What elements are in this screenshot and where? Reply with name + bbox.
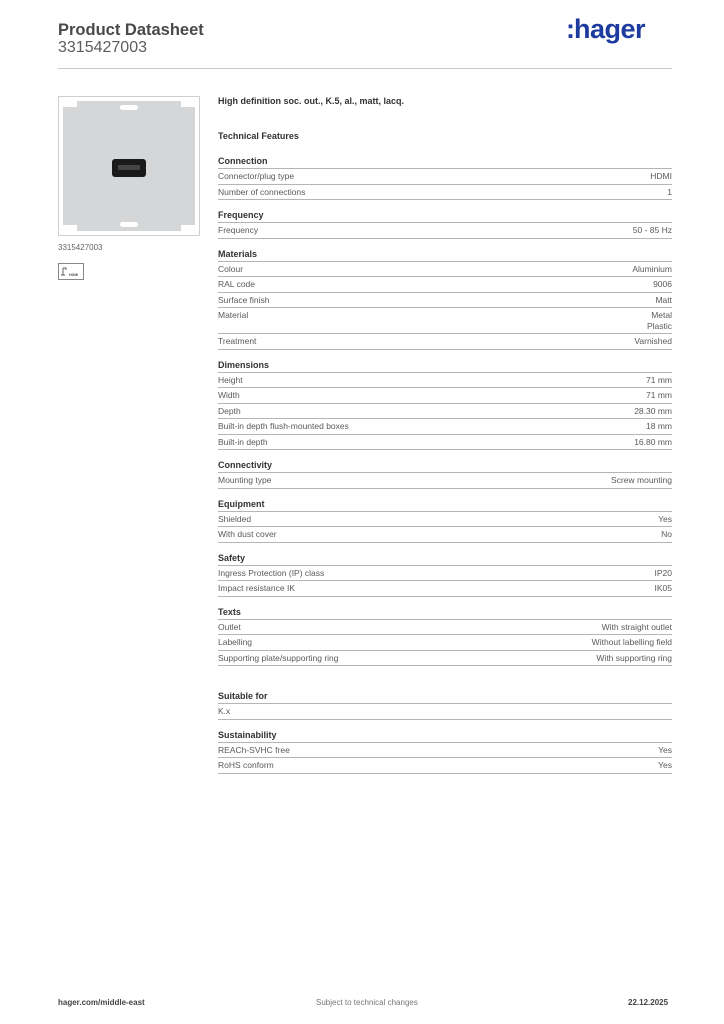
product-image bbox=[58, 96, 200, 236]
spec-row bbox=[218, 419, 672, 435]
spec-row bbox=[218, 373, 672, 389]
spec-value-line: 16.80 mm bbox=[634, 436, 672, 447]
spec-value-line: 28.30 mm bbox=[634, 405, 672, 416]
spec-value bbox=[596, 653, 672, 664]
spec-row bbox=[218, 758, 672, 774]
spec-row bbox=[218, 527, 672, 543]
spec-value bbox=[634, 336, 672, 347]
spec-value-line: IK05 bbox=[654, 583, 672, 593]
spec-section bbox=[218, 155, 672, 200]
spec-row bbox=[218, 620, 672, 636]
spec-value-line: Aluminium bbox=[632, 263, 672, 274]
spec-label: Material bbox=[218, 310, 249, 320]
spec-value bbox=[611, 475, 672, 486]
spec-row bbox=[218, 512, 672, 528]
section-title: Frequency bbox=[218, 209, 672, 223]
spec-row bbox=[218, 473, 672, 489]
spec-label: Mounting type bbox=[218, 475, 272, 485]
spec-value bbox=[647, 310, 672, 331]
spec-value-line: With supporting ring bbox=[596, 652, 672, 663]
spec-value-line: HDMI bbox=[650, 171, 672, 181]
spec-value bbox=[634, 437, 672, 448]
spec-label: Outlet bbox=[218, 621, 241, 632]
spec-row bbox=[218, 581, 672, 597]
hdmi-symbol-icon bbox=[58, 263, 84, 280]
spec-value-line: 9006 bbox=[653, 279, 672, 289]
section-title: Suitable for bbox=[218, 690, 672, 704]
spec-value bbox=[632, 264, 672, 275]
spec-value-line: 1 bbox=[667, 186, 672, 197]
spec-value bbox=[592, 637, 672, 648]
spec-value-line: No bbox=[661, 529, 672, 539]
spec-label: K.x bbox=[218, 706, 231, 716]
spec-label: Depth bbox=[218, 405, 241, 416]
spec-value-line: 50 - 85 Hz bbox=[632, 225, 672, 235]
spec-value bbox=[655, 295, 672, 306]
spec-section bbox=[218, 248, 672, 350]
spec-value-line: Yes bbox=[658, 513, 672, 524]
product-description: High definition soc. out., K.5, al., matt, lacq. bbox=[218, 96, 405, 106]
spec-value-line: Varnished bbox=[634, 336, 672, 346]
spec-section bbox=[218, 690, 672, 720]
footer-date: 22.12.2025 bbox=[628, 998, 669, 1007]
spec-value bbox=[658, 760, 672, 771]
footer-note: Subject to technical changes bbox=[316, 998, 418, 1007]
spec-value bbox=[646, 421, 672, 432]
spec-label: Number of connections bbox=[218, 186, 306, 197]
spec-value-line: Matt bbox=[655, 294, 672, 305]
spec-value-line: Plastic bbox=[646, 320, 672, 331]
spec-row bbox=[218, 435, 672, 451]
spec-section bbox=[218, 209, 672, 239]
spec-value-line: With straight outlet bbox=[601, 621, 672, 632]
spec-label: Colour bbox=[218, 263, 244, 274]
brand-logo-text: hager bbox=[574, 14, 646, 44]
spec-row bbox=[218, 277, 672, 293]
spec-value bbox=[655, 568, 673, 579]
spec-row bbox=[218, 651, 672, 667]
spec-row bbox=[218, 743, 672, 759]
spec-label: RAL code bbox=[218, 279, 256, 289]
spec-value-line: 71 mm bbox=[646, 374, 672, 385]
spec-row bbox=[218, 635, 672, 651]
section-title: Dimensions bbox=[218, 359, 672, 373]
spec-label: Shielded bbox=[218, 513, 252, 524]
spec-label: Width bbox=[218, 390, 240, 400]
spec-label: Treatment bbox=[218, 336, 257, 346]
spec-value bbox=[650, 171, 672, 182]
spec-value bbox=[634, 406, 672, 417]
spec-label: Height bbox=[218, 374, 243, 385]
spec-row bbox=[218, 404, 672, 420]
spec-value-line: 71 mm bbox=[646, 390, 672, 400]
spec-value bbox=[658, 514, 672, 525]
spec-value-line: Screw mounting bbox=[611, 475, 672, 485]
spec-value-line: 18 mm bbox=[646, 421, 672, 431]
spec-label: REACh-SVHC free bbox=[218, 744, 290, 755]
spec-label: Built-in depth flush-mounted boxes bbox=[218, 421, 349, 431]
section-title: Sustainability bbox=[218, 729, 672, 743]
spec-label: RoHS conform bbox=[218, 760, 274, 770]
footer-website: hager.com/middle-east bbox=[58, 998, 145, 1007]
image-caption: 3315427003 bbox=[58, 243, 103, 252]
spec-value bbox=[661, 529, 672, 540]
spec-value bbox=[602, 622, 672, 633]
section-title: Texts bbox=[218, 606, 672, 620]
spec-value-line: Yes bbox=[658, 744, 672, 755]
spec-value-line: Metal bbox=[651, 310, 672, 320]
spec-label: Surface finish bbox=[218, 294, 270, 305]
spec-label: With dust cover bbox=[218, 529, 277, 539]
spec-row bbox=[218, 704, 672, 720]
spec-row bbox=[218, 223, 672, 239]
technical-features-heading: Technical Features bbox=[218, 131, 299, 141]
spec-value-line: Yes bbox=[658, 760, 672, 770]
spec-value-line: IP20 bbox=[654, 567, 672, 578]
spec-row bbox=[218, 308, 672, 334]
page-title: Product Datasheet bbox=[58, 21, 204, 39]
spec-label: Supporting plate/supporting ring bbox=[218, 652, 339, 663]
spec-table bbox=[218, 155, 672, 783]
spec-label: Labelling bbox=[218, 637, 253, 647]
spec-row bbox=[218, 388, 672, 404]
spec-value bbox=[633, 225, 672, 236]
spec-label: Built-in depth bbox=[218, 436, 268, 447]
spec-label: Ingress Protection (IP) class bbox=[218, 567, 325, 578]
section-title: Connection bbox=[218, 155, 672, 169]
spec-section bbox=[218, 359, 672, 451]
brand-logo: :hager bbox=[566, 14, 646, 44]
spec-row bbox=[218, 262, 672, 278]
product-number: 3315427003 bbox=[58, 39, 147, 56]
socket-plate bbox=[63, 101, 195, 231]
section-title: Materials bbox=[218, 248, 672, 262]
spec-label: Frequency bbox=[218, 225, 259, 235]
spec-value bbox=[646, 375, 672, 386]
spec-value-line: Without labelling field bbox=[591, 637, 672, 647]
hdmi-symbol-label: HDMI bbox=[69, 273, 79, 277]
spec-row bbox=[218, 169, 672, 185]
spec-section bbox=[218, 606, 672, 667]
section-title: Equipment bbox=[218, 498, 672, 512]
spec-row bbox=[218, 293, 672, 309]
section-spacer bbox=[218, 675, 672, 690]
header-divider bbox=[58, 68, 672, 69]
spec-row bbox=[218, 566, 672, 582]
section-title: Connectivity bbox=[218, 459, 672, 473]
spec-section bbox=[218, 459, 672, 489]
spec-value bbox=[646, 390, 672, 401]
spec-value bbox=[667, 187, 672, 198]
spec-row bbox=[218, 334, 672, 350]
section-title: Safety bbox=[218, 552, 672, 566]
spec-label: Impact resistance IK bbox=[218, 583, 296, 593]
spec-value bbox=[655, 583, 673, 594]
spec-section bbox=[218, 552, 672, 597]
spec-label: Connector/plug type bbox=[218, 171, 295, 181]
spec-row bbox=[218, 185, 672, 201]
spec-section bbox=[218, 729, 672, 774]
spec-value bbox=[653, 279, 672, 290]
spec-section bbox=[218, 498, 672, 543]
spec-value bbox=[658, 745, 672, 756]
